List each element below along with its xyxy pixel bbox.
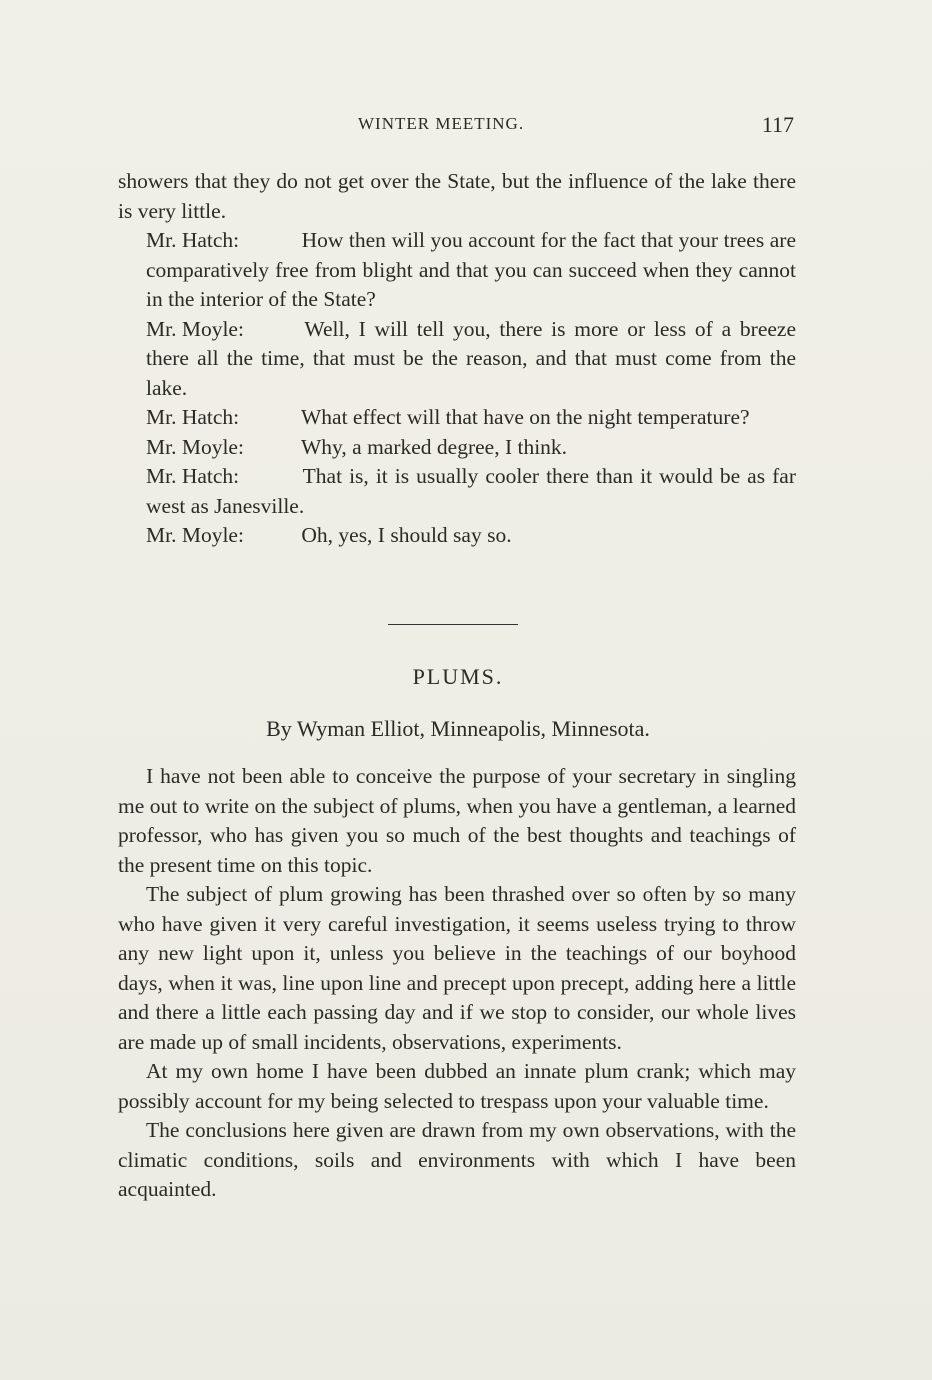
body-paragraph: I have not been able to conceive the purpose of your secretary in singling me out to write on the subject of plums, when you have a gentleman, a learned professor, who has given you so much of the best thoughts and teachings of the present time on this topic.: [118, 764, 796, 877]
dialogue-line: [118, 462, 796, 521]
speaker-name: Mr. Moyle:: [146, 316, 244, 341]
speaker-name: Mr. Hatch:: [146, 405, 240, 429]
dialogue-line: [118, 433, 796, 463]
speech-text: Well, I will tell you, there is more or less of a breeze there all the time, that must be the reason, and that must come from the lake.: [146, 316, 796, 400]
body-paragraph: At my own home I have been dubbed an innate plum crank; which may possibly account for my being selected to trespass upon your valuable time.: [118, 1059, 796, 1113]
article-byline: By Wyman Elliot, Minneapolis, Minnesota.: [266, 716, 650, 741]
speaker-name: Mr. Hatch:: [146, 464, 240, 488]
speaker-name: Mr. Moyle:: [146, 523, 244, 547]
dialogue-line: [118, 315, 796, 404]
dialogue-section: [118, 167, 796, 551]
body-paragraph: The conclusions here given are drawn from my own observations, with the climatic conditions, soils and environments with which I have been acquainted.: [118, 1118, 796, 1201]
speech-text: That is, it is usually cooler there than it would be as far west as Janesville.: [146, 464, 796, 518]
dialogue-line: [118, 403, 796, 433]
speaker-name: Mr. Hatch:: [146, 228, 240, 252]
page-header: [118, 112, 798, 142]
page-number: 117: [761, 112, 794, 137]
speech-text: Why, a marked degree, I think.: [301, 434, 568, 459]
article-title: PLUMS.: [412, 664, 504, 689]
speech-text: What effect will that have on the night temperature?: [301, 405, 750, 429]
speaker-name: Mr. Moyle:: [146, 434, 244, 459]
dialogue-line: [118, 521, 796, 551]
article-body: [118, 762, 796, 1205]
speech-text: How then will you account for the fact that your trees are comparatively free from blight and that you can succeed when they cannot in the interior of the State?: [146, 228, 797, 311]
speech-text: Oh, yes, I should say so.: [301, 523, 512, 547]
section-divider: [388, 624, 518, 625]
body-paragraph: The subject of plum growing has been thrashed over so often by so many who have given it very careful investigation, it seems useless trying to throw any new light upon it, unless you believe in the teachings of our boyhood days, when it was, line upon line and precept upon precept, adding here a little and there a little each passing day and if we stop to consider, our whole lives are made up of small incidents, observations, experiments.: [118, 882, 796, 1054]
running-head: WINTER MEETING.: [358, 114, 525, 133]
continuation-paragraph: showers that they do not get over the State, but the influence of the lake there is very little.: [118, 169, 796, 223]
dialogue-line: [118, 226, 796, 315]
